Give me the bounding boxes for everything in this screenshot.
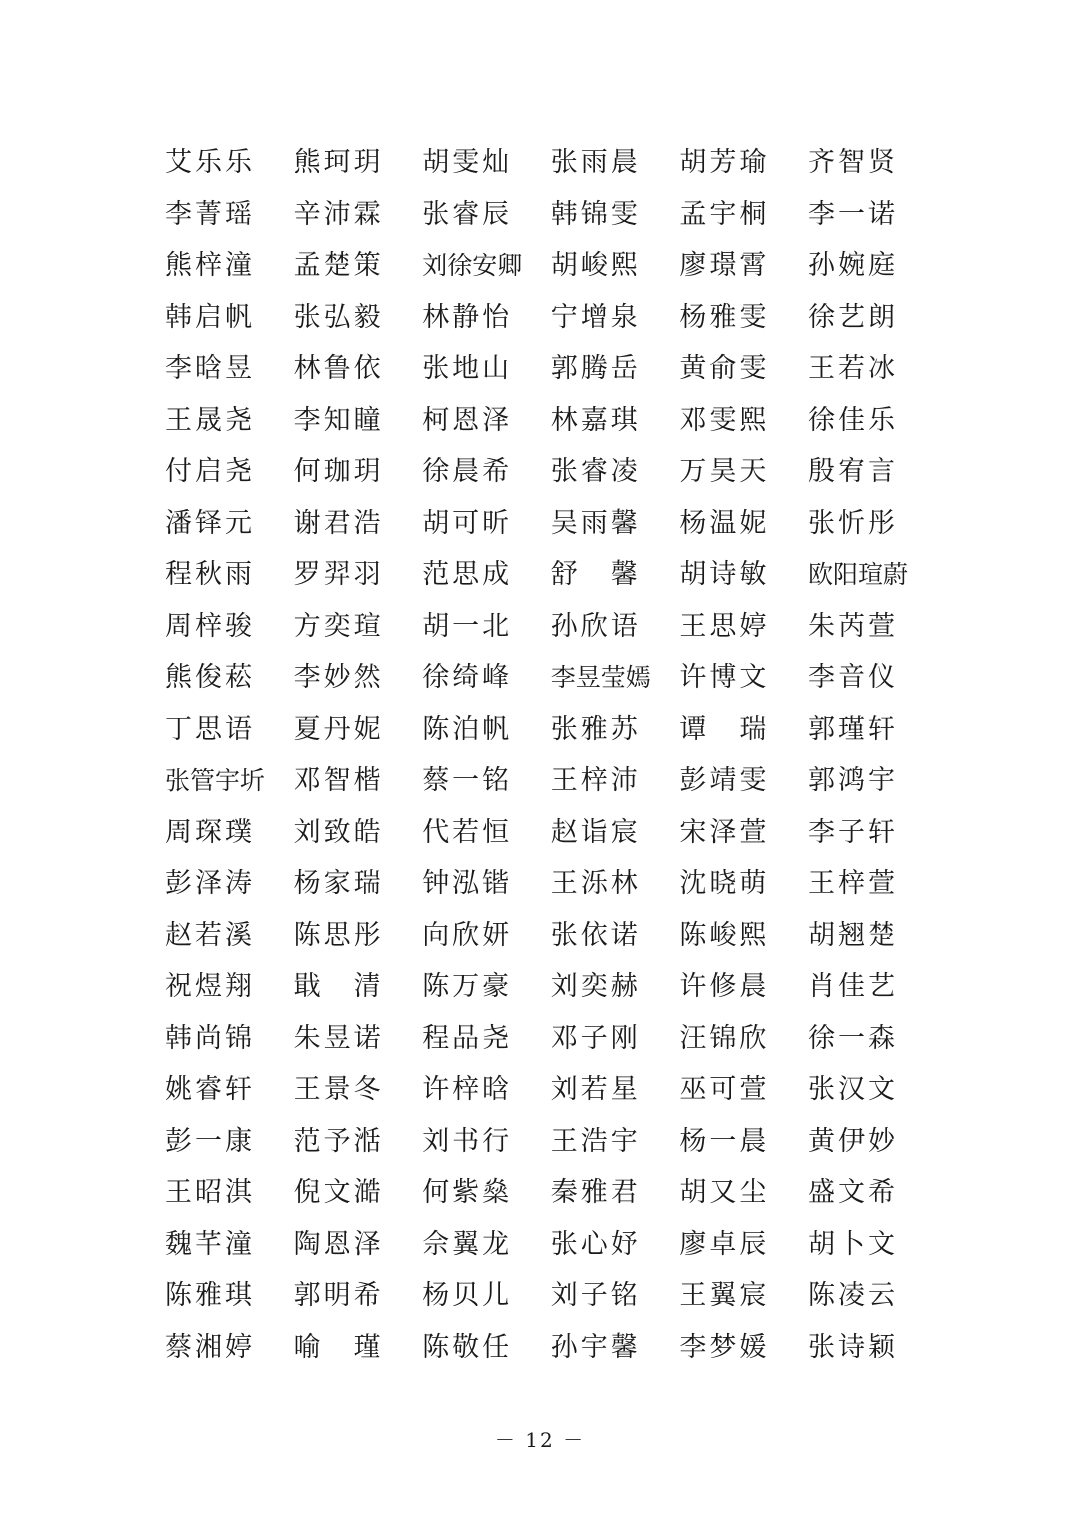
name-cell: 秦雅君 xyxy=(550,1177,641,1208)
name-cell: 邓子刚 xyxy=(550,1022,641,1054)
name-cell: 许博文 xyxy=(679,662,770,693)
name-cell: 李一诺 xyxy=(807,198,898,230)
name-cell: 倪文澔 xyxy=(293,1177,384,1208)
page-number: － 12 － xyxy=(494,1428,586,1452)
name-row xyxy=(165,292,945,344)
name-cell: 孙宇馨 xyxy=(550,1331,641,1363)
name-cell: 戢 清 xyxy=(293,971,384,1002)
name-cell: 舒 馨 xyxy=(550,559,641,590)
name-row xyxy=(165,1167,945,1219)
name-cell: 胡又尘 xyxy=(679,1177,770,1208)
name-cell: 徐艺朗 xyxy=(807,301,898,333)
name-cell: 宁增泉 xyxy=(550,301,641,333)
name-cell: 何珈玥 xyxy=(293,456,384,487)
name-cell: 张地山 xyxy=(422,353,513,384)
name-cell: 陈敬任 xyxy=(422,1331,513,1363)
name-cell: 陈泊帆 xyxy=(422,713,513,745)
name-cell: 祝煜翔 xyxy=(165,971,255,1002)
name-cell: 刘若星 xyxy=(550,1074,641,1105)
name-cell: 王泺林 xyxy=(550,868,641,899)
name-cell: 郭腾岳 xyxy=(550,353,641,384)
name-cell: 朱昱诺 xyxy=(293,1022,384,1054)
name-cell: 齐智贤 xyxy=(807,147,898,178)
name-cell: 柯恩泽 xyxy=(422,404,513,436)
name-cell: 吴雨馨 xyxy=(550,507,641,539)
name-cell: 丁思语 xyxy=(165,713,255,745)
name-cell: 刘致皓 xyxy=(293,816,384,848)
name-cell: 蔡湘婷 xyxy=(165,1331,255,1363)
name-row xyxy=(165,1322,945,1374)
name-cell: 张心妤 xyxy=(550,1228,641,1260)
name-cell: 姚睿轩 xyxy=(165,1074,255,1105)
name-cell: 刘书行 xyxy=(422,1125,513,1157)
name-row xyxy=(165,189,945,241)
name-cell: 陈思彤 xyxy=(293,919,384,951)
name-row xyxy=(165,1219,945,1271)
name-cell: 朱芮萱 xyxy=(807,610,898,642)
name-cell: 王若冰 xyxy=(807,353,898,384)
name-cell: 陈峻熙 xyxy=(679,919,770,951)
name-cell: 肖佳艺 xyxy=(807,971,898,1002)
name-row xyxy=(165,1270,945,1322)
name-cell: 何紫燊 xyxy=(422,1177,513,1208)
name-cell: 盛文希 xyxy=(807,1177,898,1208)
name-cell: 彭靖雯 xyxy=(679,765,770,796)
name-row xyxy=(165,910,945,962)
name-row xyxy=(165,137,945,189)
name-row xyxy=(165,395,945,447)
name-cell: 李知瞳 xyxy=(293,404,384,436)
name-cell: 黄伊妙 xyxy=(807,1125,898,1157)
name-cell: 张睿凌 xyxy=(550,456,641,487)
name-cell: 谢君浩 xyxy=(293,507,384,539)
name-cell: 陈万豪 xyxy=(422,971,513,1002)
name-cell: 王梓沛 xyxy=(550,765,641,796)
name-cell: 胡一北 xyxy=(422,610,513,642)
name-cell: 胡雯灿 xyxy=(422,147,513,178)
name-cell: 徐佳乐 xyxy=(807,404,898,436)
name-cell: 张弘毅 xyxy=(293,301,384,333)
name-cell: 辛沛霖 xyxy=(293,198,384,230)
name-cell: 张诗颖 xyxy=(807,1331,898,1363)
name-cell: 王浩宇 xyxy=(550,1125,641,1157)
name-cell: 杨家瑞 xyxy=(293,868,384,899)
name-cell: 王翼宸 xyxy=(679,1280,770,1311)
name-cell: 李晗昱 xyxy=(165,353,255,384)
name-row xyxy=(165,807,945,859)
name-cell: 廖卓辰 xyxy=(679,1228,770,1260)
name-cell: 张雅苏 xyxy=(550,713,641,745)
name-cell: 欧阳瑄蔚 xyxy=(807,560,908,589)
name-cell: 张依诺 xyxy=(550,919,641,951)
name-cell: 韩锦雯 xyxy=(550,198,641,230)
name-cell: 赵若溪 xyxy=(165,919,255,951)
name-cell: 范思成 xyxy=(422,559,513,590)
name-cell: 黄俞雯 xyxy=(679,353,770,384)
name-cell: 胡峻熙 xyxy=(550,250,641,281)
name-cell: 王晟尧 xyxy=(165,404,255,436)
name-cell: 徐绮峰 xyxy=(422,662,513,693)
name-cell: 李昱莹嫣 xyxy=(550,663,651,692)
name-cell: 孙婉庭 xyxy=(807,250,898,281)
name-cell: 廖璟霄 xyxy=(679,250,770,281)
name-cell: 彭泽涛 xyxy=(165,868,255,899)
name-row xyxy=(165,755,945,807)
name-cell: 罗羿羽 xyxy=(293,559,384,590)
name-cell: 范予湉 xyxy=(293,1125,384,1157)
name-cell: 孟宇桐 xyxy=(679,198,770,230)
name-cell: 邓智楷 xyxy=(293,765,384,796)
name-cell: 周琛璞 xyxy=(165,816,255,848)
name-cell: 万昊天 xyxy=(679,456,770,487)
name-cell: 郭明希 xyxy=(293,1280,384,1311)
name-cell: 程品尧 xyxy=(422,1022,513,1054)
name-cell: 代若恒 xyxy=(422,816,513,848)
name-cell: 杨雅雯 xyxy=(679,301,770,333)
name-cell: 郭鸿宇 xyxy=(807,765,898,796)
name-row xyxy=(165,961,945,1013)
name-cell: 巫可萱 xyxy=(679,1074,770,1105)
name-cell: 李子轩 xyxy=(807,816,898,848)
name-cell: 胡诗敏 xyxy=(679,559,770,590)
name-cell: 熊梓潼 xyxy=(165,250,255,281)
name-cell: 胡可昕 xyxy=(422,507,513,539)
name-cell: 程秋雨 xyxy=(165,559,255,590)
name-cell: 孙欣语 xyxy=(550,610,641,642)
name-cell: 陈凌云 xyxy=(807,1280,898,1311)
name-row xyxy=(165,704,945,756)
name-cell: 谭 瑞 xyxy=(679,713,770,745)
name-cell: 王昭淇 xyxy=(165,1177,255,1208)
name-cell: 刘奕赫 xyxy=(550,971,641,1002)
name-cell: 夏丹妮 xyxy=(293,713,384,745)
name-cell: 张雨晨 xyxy=(550,147,641,178)
name-cell: 许梓晗 xyxy=(422,1074,513,1105)
name-cell: 胡芳瑜 xyxy=(679,147,770,178)
name-row xyxy=(165,601,945,653)
name-cell: 熊珂玥 xyxy=(293,147,384,178)
name-cell: 陈雅琪 xyxy=(165,1280,255,1311)
name-cell: 李妙然 xyxy=(293,662,384,693)
name-row xyxy=(165,343,945,395)
name-row xyxy=(165,1064,945,1116)
name-row xyxy=(165,858,945,910)
name-cell: 王景冬 xyxy=(293,1074,384,1105)
name-cell: 魏芊潼 xyxy=(165,1228,255,1260)
name-cell: 潘铎元 xyxy=(165,507,255,539)
name-cell: 汪锦欣 xyxy=(679,1022,770,1054)
name-cell: 喻 瑾 xyxy=(293,1331,384,1363)
name-cell: 陶恩泽 xyxy=(293,1228,384,1260)
name-cell: 宋泽萱 xyxy=(679,816,770,848)
name-cell: 徐晨希 xyxy=(422,456,513,487)
name-row xyxy=(165,1013,945,1065)
name-cell: 王梓萱 xyxy=(807,868,898,899)
name-cell: 李音仪 xyxy=(807,662,898,693)
name-cell: 刘子铭 xyxy=(550,1280,641,1311)
name-row xyxy=(165,446,945,498)
name-cell: 付启尧 xyxy=(165,456,255,487)
name-list xyxy=(165,137,945,1373)
name-cell: 胡翘楚 xyxy=(807,919,898,951)
name-row xyxy=(165,240,945,292)
name-cell: 邓雯熙 xyxy=(679,404,770,436)
name-row xyxy=(165,1116,945,1168)
name-cell: 向欣妍 xyxy=(422,919,513,951)
name-cell: 林静怡 xyxy=(422,301,513,333)
name-row xyxy=(165,652,945,704)
name-cell: 孟楚策 xyxy=(293,250,384,281)
name-cell: 熊俊菘 xyxy=(165,662,255,693)
name-cell: 彭一康 xyxy=(165,1125,255,1157)
name-cell: 杨贝儿 xyxy=(422,1280,513,1311)
name-cell: 林嘉琪 xyxy=(550,404,641,436)
name-cell: 郭瑾轩 xyxy=(807,713,898,745)
name-cell: 艾乐乐 xyxy=(165,147,255,178)
name-cell: 徐一森 xyxy=(807,1022,898,1054)
name-cell: 张忻彤 xyxy=(807,507,898,539)
name-cell: 杨温妮 xyxy=(679,507,770,539)
name-cell: 王思婷 xyxy=(679,610,770,642)
name-cell: 李菁瑶 xyxy=(165,198,255,230)
name-row xyxy=(165,549,945,601)
name-cell: 林鲁依 xyxy=(293,353,384,384)
name-cell: 佘翼龙 xyxy=(422,1228,513,1260)
name-cell: 张睿辰 xyxy=(422,198,513,230)
name-cell: 韩尚锦 xyxy=(165,1022,255,1054)
name-cell: 刘徐安卿 xyxy=(422,251,523,280)
name-cell: 李梦媛 xyxy=(679,1331,770,1363)
name-cell: 蔡一铭 xyxy=(422,765,513,796)
name-cell: 张管宇圻 xyxy=(165,766,266,795)
name-cell: 周梓骏 xyxy=(165,610,255,642)
name-cell: 张汉文 xyxy=(807,1074,898,1105)
name-cell: 钟泓锴 xyxy=(422,868,513,899)
name-cell: 赵诣宸 xyxy=(550,816,641,848)
name-cell: 韩启帆 xyxy=(165,301,255,333)
name-cell: 沈晓萌 xyxy=(679,868,770,899)
name-row xyxy=(165,498,945,550)
name-cell: 方奕瑄 xyxy=(293,610,384,642)
name-cell: 许修晨 xyxy=(679,971,770,1002)
name-cell: 杨一晨 xyxy=(679,1125,770,1157)
name-cell: 胡卜文 xyxy=(807,1228,898,1260)
name-cell: 殷宥言 xyxy=(807,456,898,487)
